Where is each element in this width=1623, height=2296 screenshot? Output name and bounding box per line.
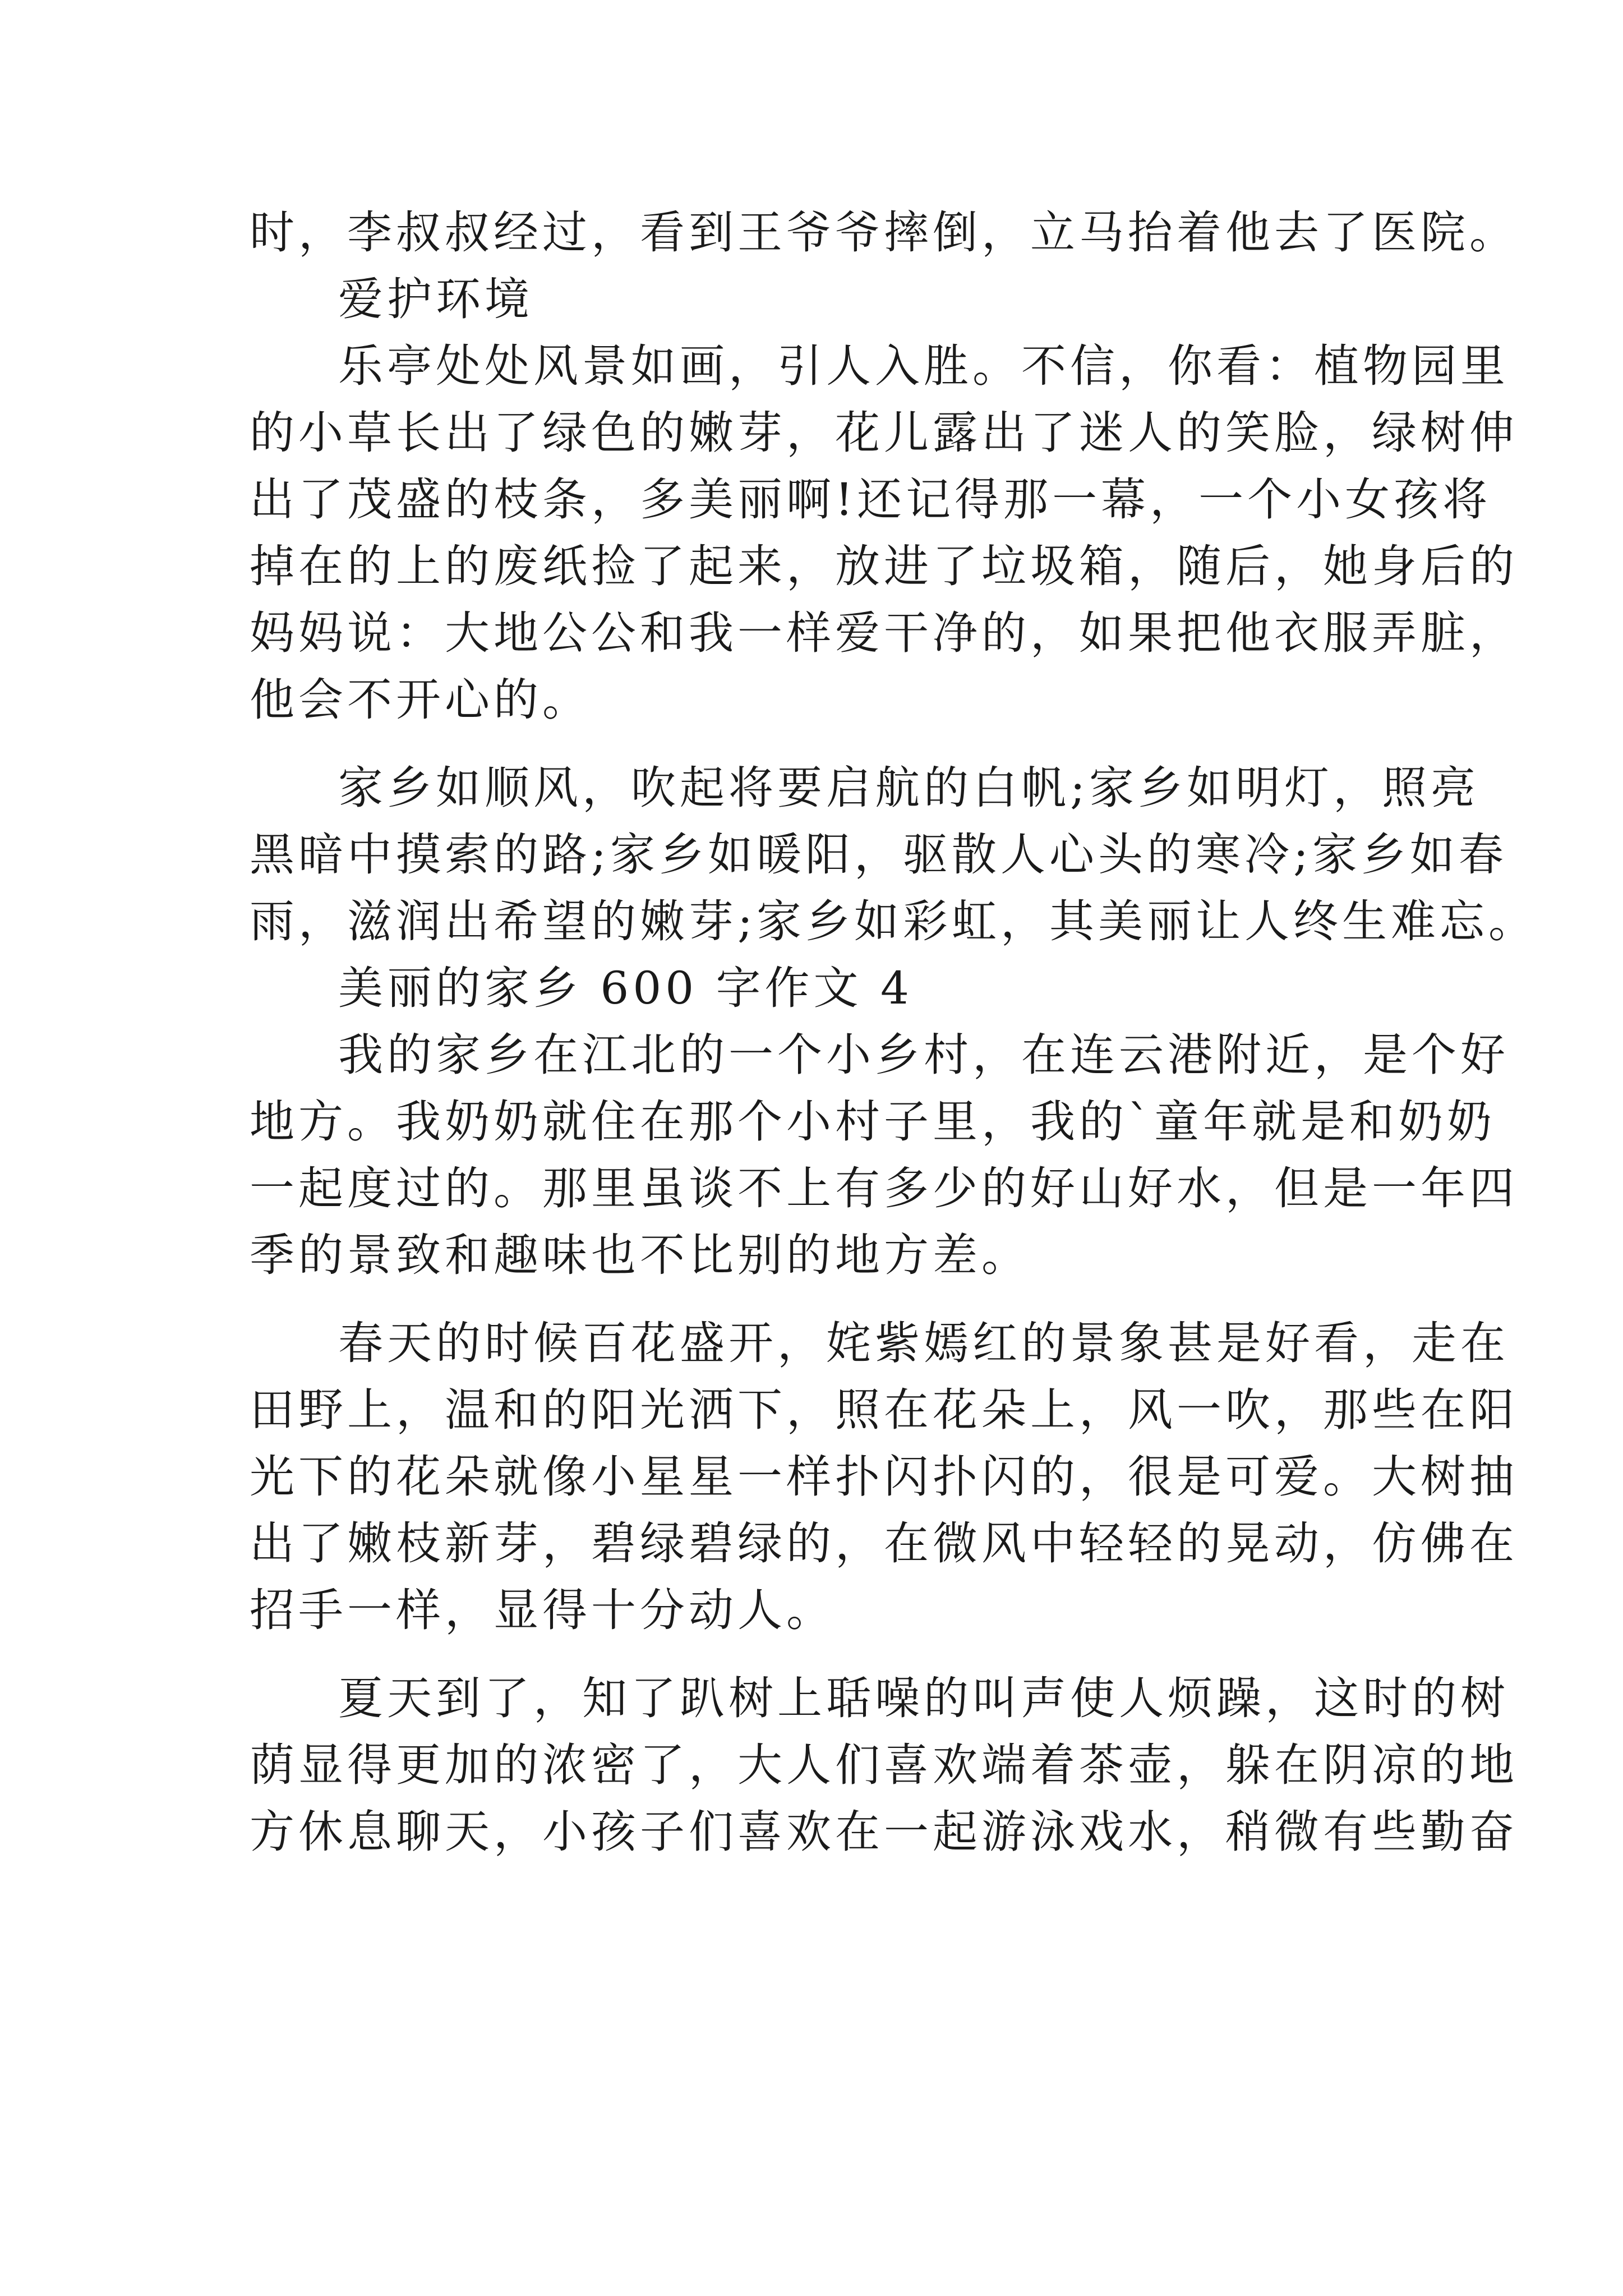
paragraph-line: 季的景致和趣味也不比别的地方差。 xyxy=(250,1229,1030,1281)
paragraph-line: 出了茂盛的枝条，多美丽啊!还记得那一幕，一个小女孩将 xyxy=(250,473,1492,526)
document-body xyxy=(250,199,1537,1865)
section-heading: 美丽的家乡 600 字作文 4 xyxy=(338,962,913,1014)
paragraph-first-line: 夏天到了，知了趴树上聒噪的叫声使人烦躁，这时的树 xyxy=(338,1672,1509,1724)
paragraph-line: 一起度过的。那里虽谈不上有多少的好山好水，但是一年四 xyxy=(250,1162,1518,1214)
paragraph-line: 招手一样，显得十分动人。 xyxy=(250,1584,835,1636)
paragraph-line: 妈妈说：大地公公和我一样爱干净的，如果把他衣服弄脏， xyxy=(250,607,1518,659)
paragraph-first-line: 我的家乡在江北的一个小乡村，在连云港附近，是个好 xyxy=(338,1029,1509,1081)
paragraph-first-line: 春天的时候百花盛开，姹紫嫣红的景象甚是好看，走在 xyxy=(338,1317,1509,1369)
paragraph-line: 他会不开心的。 xyxy=(250,674,591,726)
paragraph-line: 的小草长出了绿色的嫩芽，花儿露出了迷人的笑脸，绿树伸 xyxy=(250,407,1518,459)
paragraph-line: 出了嫩枝新芽，碧绿碧绿的，在微风中轻轻的晃动，仿佛在 xyxy=(250,1517,1518,1570)
paragraph-line: 方休息聊天，小孩子们喜欢在一起游泳戏水，稍微有些勤奋 xyxy=(250,1806,1518,1858)
section-heading: 爱护环境 xyxy=(338,273,533,325)
paragraph-line: 时，李叔叔经过，看到王爷爷摔倒，立马抬着他去了医院。 xyxy=(250,206,1518,259)
paragraph-first-line: 乐亭处处风景如画，引人入胜。不信，你看：植物园里 xyxy=(338,340,1509,392)
paragraph-line: 田野上，温和的阳光洒下，照在花朵上，风一吹，那些在阳 xyxy=(250,1384,1518,1436)
paragraph-line: 掉在的上的废纸捡了起来，放进了垃圾箱，随后，她身后的 xyxy=(250,540,1518,592)
paragraph-first-line: 家乡如顺风，吹起将要启航的白帆;家乡如明灯，照亮 xyxy=(338,762,1479,814)
paragraph-line: 雨，滋润出希望的嫩芽;家乡如彩虹，其美丽让人终生难忘。 xyxy=(250,895,1537,947)
paragraph-line: 荫显得更加的浓密了，大人们喜欢端着茶壶，躲在阴凉的地 xyxy=(250,1739,1518,1791)
paragraph-line: 地方。我奶奶就住在那个小村子里，我的`童年就是和奶奶 xyxy=(250,1096,1496,1148)
paragraph-line: 光下的花朵就像小星星一样扑闪扑闪的，很是可爱。大树抽 xyxy=(250,1451,1518,1503)
paragraph-line: 黑暗中摸索的路;家乡如暖阳，驱散人心头的寒冷;家乡如春 xyxy=(250,829,1507,881)
